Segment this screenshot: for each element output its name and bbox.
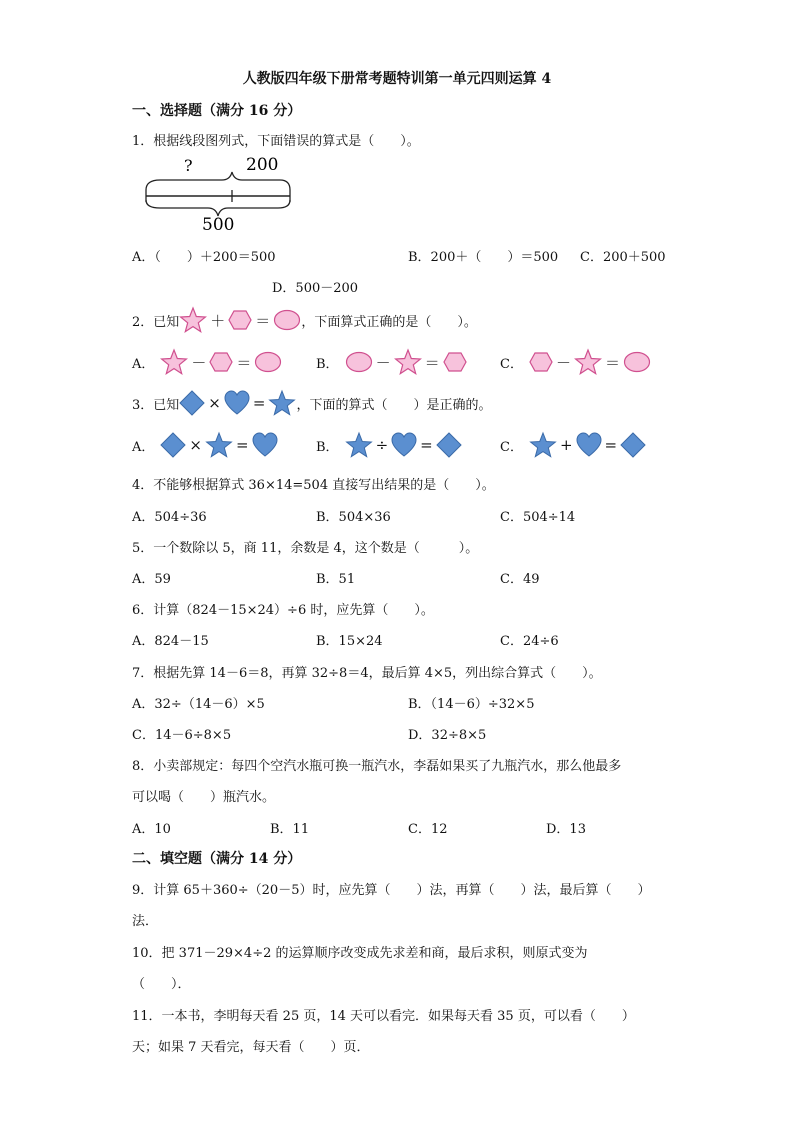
q7-option-a: A．32÷（14－6）×5 [132,697,265,712]
q1-option-d: D．500－200 [272,281,359,296]
equals-sign: = [235,436,249,454]
blue-star-icon [529,431,557,459]
question-1-stem: 1．根据线段图列式，下面错误的算式是（ ）。 [132,134,420,149]
question-8-line-2: 可以喝（ ）瓶汽水。 [132,790,276,805]
q3-option-b-label: B． [316,439,339,455]
equals-sign: = [420,436,433,454]
question-6-stem: 6．计算（824－15×24）÷6 时，应先算（ ）。 [132,603,434,618]
segment-diagram [140,154,300,236]
blue-heart-icon [252,432,278,458]
pink-star-icon [574,348,602,376]
question-9-line-1: 9．计算 65＋360÷（20－5）时，应先算（ ）法，再算（ ）法，最后算（ ） [132,883,651,898]
blue-diamond-icon [160,432,186,458]
q6-option-a: A．824－15 [132,634,209,649]
question-9-line-2: 法． [132,914,159,929]
q6-option-c: C．24÷6 [500,634,559,649]
q8-option-a: A．10 [132,822,171,837]
blue-heart-icon [391,432,417,458]
q3-option-a [132,430,278,460]
minus-sign: － [555,353,571,372]
diagram-total-label: 500 [202,215,235,235]
question-11-line-1: 11．一本书，李明每天看 25 页，14 天可以看完．如果每天看 35 页，可以看（ ） [132,1009,635,1024]
pink-star-icon [160,348,188,376]
blue-star-icon [205,431,233,459]
blue-heart-icon [576,432,602,458]
q3-equals: = [252,394,266,412]
minus-sign: － [191,353,207,372]
pink-ellipse-icon [254,351,282,373]
q3-option-b [316,430,462,460]
q5-option-c: C．49 [500,572,540,587]
question-11-line-2: 天；如果 7 天看完，每天看（ ）页． [132,1040,370,1055]
diagram-part-label: 200 [246,155,279,175]
minus-sign: － [375,353,391,372]
q7-option-d: D．32÷8×5 [408,728,487,743]
q7-option-c: C．14－6÷8×5 [132,728,232,743]
blue-heart-icon [224,390,250,416]
blue-diamond-icon [436,432,462,458]
q1-option-b: B．200＋（ ）＝500 [408,250,559,265]
q2-option-c-label: C． [500,356,523,372]
pink-hexagon-icon [228,309,252,331]
q2-option-c [500,348,651,376]
question-3-stem [132,388,491,418]
question-2-stem [132,306,477,334]
q2-suffix: ，下面算式正确的是（ ）。 [301,314,477,330]
q8-option-c: C．12 [408,822,448,837]
plus-sign: + [559,436,573,454]
q3-option-a-label: A． [132,439,155,455]
q1-option-c: C．200＋500 [580,250,666,265]
q1-option-a: A．（ ）＋200＝500 [132,250,276,265]
q4-option-c: C．504÷14 [500,510,576,525]
blue-diamond-icon [179,390,205,416]
question-10-line-1: 10．把 371－29×4÷2 的运算顺序改变成先求差和商，最后求积，则原式变为 [132,946,588,961]
pink-ellipse-icon [623,351,651,373]
page-title: 人教版四年级下册常考题特训第一单元四则运算 4 [242,71,552,87]
q2-option-b-label: B． [316,356,339,372]
q3-suffix: ，下面的算式（ ）是正确的。 [296,397,492,413]
q6-option-b: B．15×24 [316,634,383,649]
blue-diamond-icon [620,432,646,458]
question-8-line-1: 8．小卖部规定：每四个空汽水瓶可换一瓶汽水，李磊如果买了九瓶汽水，那么他最多 [132,759,622,774]
pink-ellipse-icon [273,309,301,331]
blue-star-icon [268,389,296,417]
q5-option-a: A．59 [132,572,171,587]
q5-option-b: B．51 [316,572,356,587]
q2-option-b [316,348,467,376]
section-heading-choice: 一、选择题（满分 16 分） [132,103,302,119]
equals-sign: ＝ [604,353,620,372]
q3-times: × [208,394,221,412]
pink-star-icon [179,306,207,334]
equals-sign: ＝ [236,353,252,372]
q2-equals: ＝ [255,311,271,330]
q3-option-c [500,430,646,460]
blue-star-icon [345,431,373,459]
section-heading-fill: 二、填空题（满分 14 分） [132,851,302,867]
equals-sign: = [604,436,618,454]
pink-hexagon-icon [443,351,467,373]
pink-star-icon [394,348,422,376]
q8-option-d: D．13 [546,822,586,837]
pink-hexagon-icon [209,351,233,373]
q2-plus: ＋ [210,311,226,330]
pink-ellipse-icon [345,351,373,373]
equals-sign: ＝ [424,353,440,372]
q2-option-a-label: A． [132,356,155,372]
diagram-unknown-label: ? [184,156,193,175]
q4-option-b: B．504×36 [316,510,391,525]
q2-option-a [132,348,282,376]
q4-option-a: A．504÷36 [132,510,207,525]
question-7-stem: 7．根据先算 14－6＝8，再算 32÷8＝4，最后算 4×5，列出综合算式（ ）。 [132,666,602,681]
q8-option-b: B．11 [270,822,310,837]
q3-prefix: 3．已知 [132,397,180,413]
q3-option-c-label: C． [500,439,523,455]
q7-option-b: B．（14－6）÷32×5 [408,697,535,712]
question-5-stem: 5．一个数除以 5，商 11，余数是 4，这个数是（ ）。 [132,541,479,556]
question-10-line-2: （ ）． [132,977,191,992]
times-sign: × [189,436,202,454]
q2-prefix: 2．已知 [132,314,180,330]
pink-hexagon-icon [529,351,553,373]
divide-sign: ÷ [375,436,389,454]
question-4-stem: 4．不能够根据算式 36×14=504 直接写出结果的是（ ）。 [132,478,495,493]
